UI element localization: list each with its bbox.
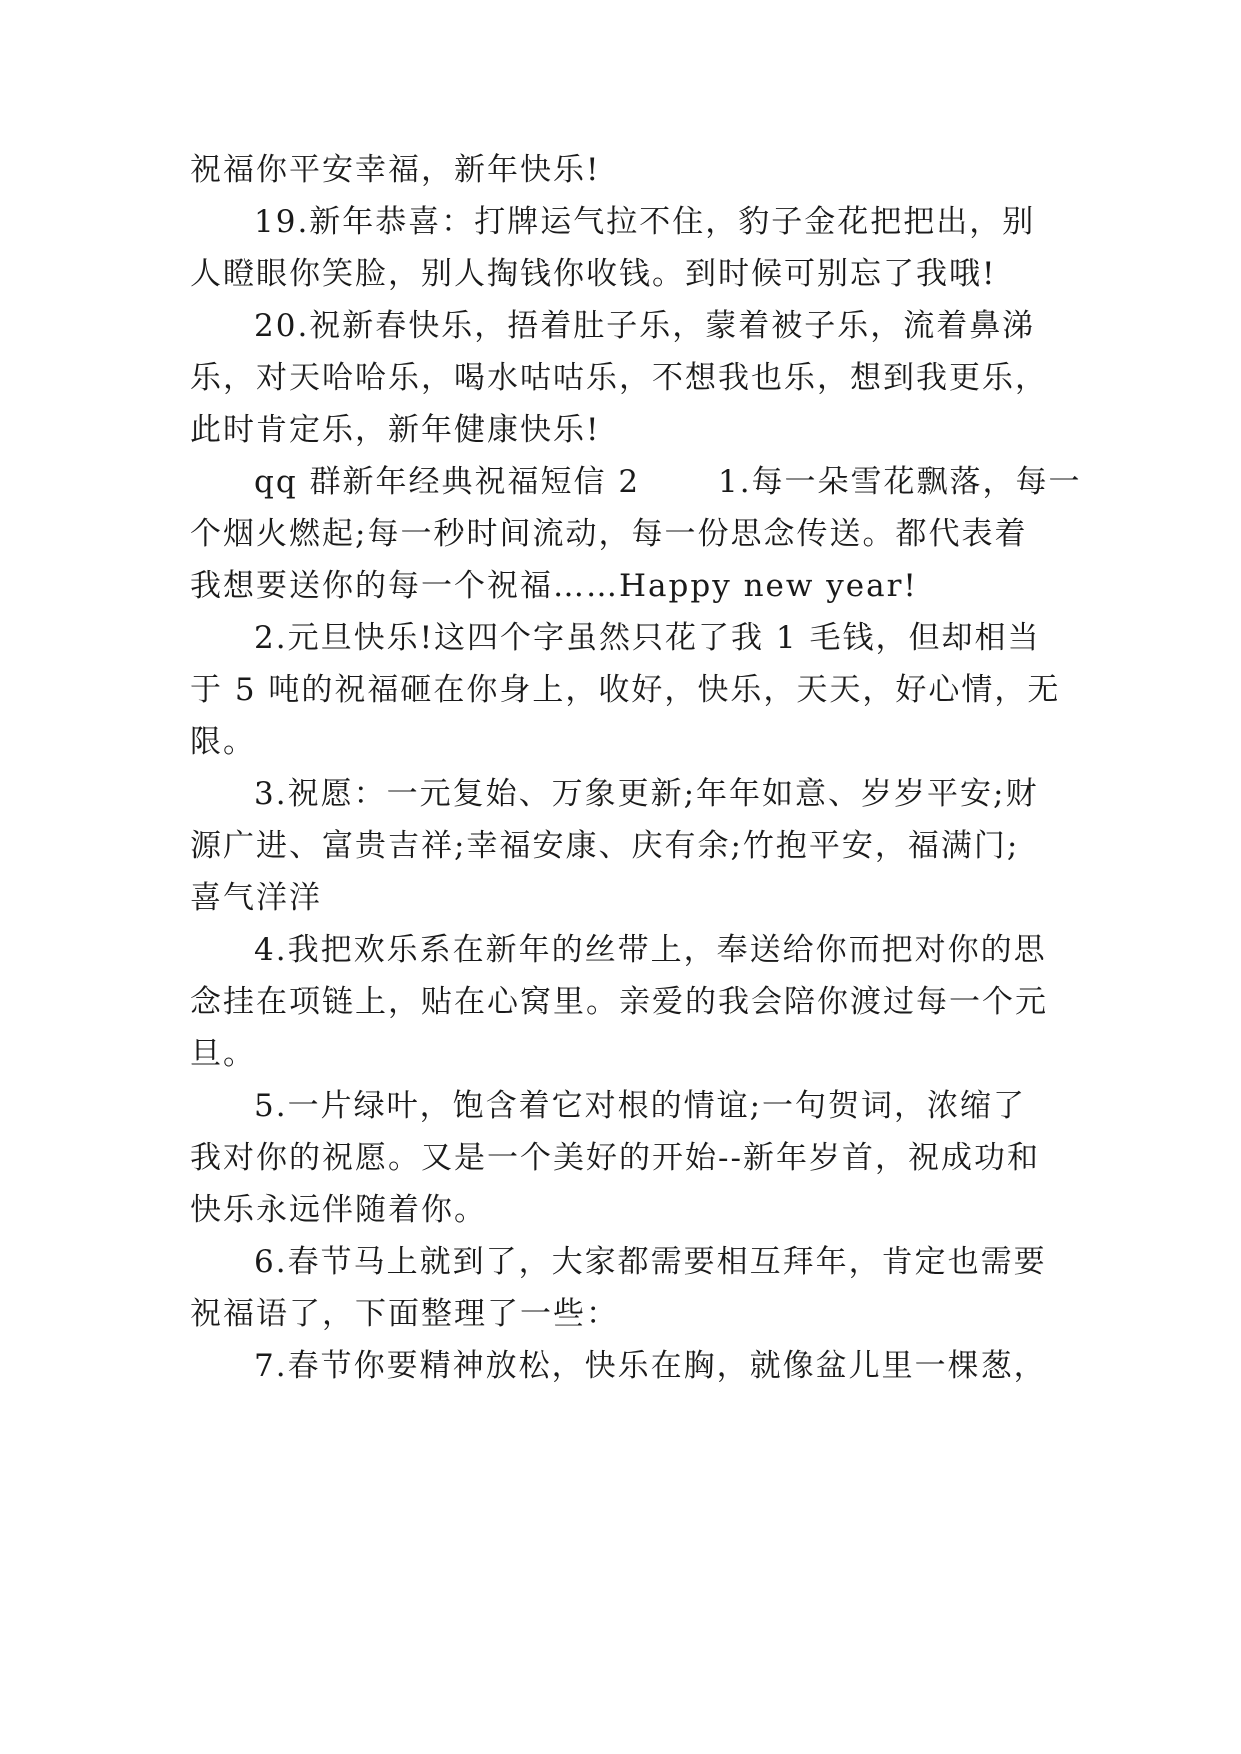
paragraph-first-line: 6.春节马上就到了，大家都需要相互拜年，肯定也需要 xyxy=(254,1244,1047,1280)
text-line: 我对你的祝愿。又是一个美好的开始--新年岁首，祝成功和 xyxy=(190,1140,1040,1176)
text-line: 喜气洋洋 xyxy=(190,880,322,916)
paragraph-first-line: qq 群新年经典祝福短信 2 1.每一朵雪花飘落，每一 xyxy=(254,464,1082,500)
text-line: 我想要送你的每一个祝福……Happy new year! xyxy=(190,568,918,604)
paragraph-first-line: 3.祝愿：一元复始、万象更新;年年如意、岁岁平安;财 xyxy=(254,776,1039,812)
text-line: 此时肯定乐，新年健康快乐! xyxy=(190,412,601,448)
text-line: 念挂在项链上，贴在心窝里。亲爱的我会陪你渡过每一个元 xyxy=(190,984,1048,1020)
paragraph-first-line: 7.春节你要精神放松，快乐在胸，就像盆儿里一棵葱， xyxy=(254,1348,1047,1384)
paragraph-first-line: 5.一片绿叶，饱含着它对根的情谊;一句贺词，浓缩了 xyxy=(254,1088,1027,1124)
paragraph-first-line: 19.新年恭喜：打牌运气拉不住，豹子金花把把出，别 xyxy=(254,204,1036,240)
paragraph-first-line: 2.元旦快乐!这四个字虽然只花了我 1 毛钱，但却相当 xyxy=(254,620,1041,656)
paragraph-first-line: 4.我把欢乐系在新年的丝带上，奉送给你而把对你的思 xyxy=(254,932,1047,968)
text-line: 旦。 xyxy=(190,1036,256,1072)
text-line: 祝福你平安幸福，新年快乐! xyxy=(190,152,601,188)
paragraph-first-line: 20.祝新春快乐，捂着肚子乐，蒙着被子乐，流着鼻涕 xyxy=(254,308,1036,344)
text-line: 于 5 吨的祝福砸在你身上，收好，快乐，天天，好心情，无 xyxy=(190,672,1061,708)
text-line: 人瞪眼你笑脸，别人掏钱你收钱。到时候可别忘了我哦! xyxy=(190,256,997,292)
text-line: 祝福语了，下面整理了一些： xyxy=(190,1296,619,1332)
text-line: 源广进、富贵吉祥;幸福安康、庆有余;竹抱平安，福满门; xyxy=(190,828,1020,864)
text-line: 乐，对天哈哈乐，喝水咕咕乐，不想我也乐，想到我更乐， xyxy=(190,360,1048,396)
text-line: 快乐永远伴随着你。 xyxy=(190,1192,487,1228)
text-line: 个烟火燃起;每一秒时间流动，每一份思念传送。都代表着 xyxy=(190,516,1028,552)
text-line: 限。 xyxy=(190,724,256,760)
